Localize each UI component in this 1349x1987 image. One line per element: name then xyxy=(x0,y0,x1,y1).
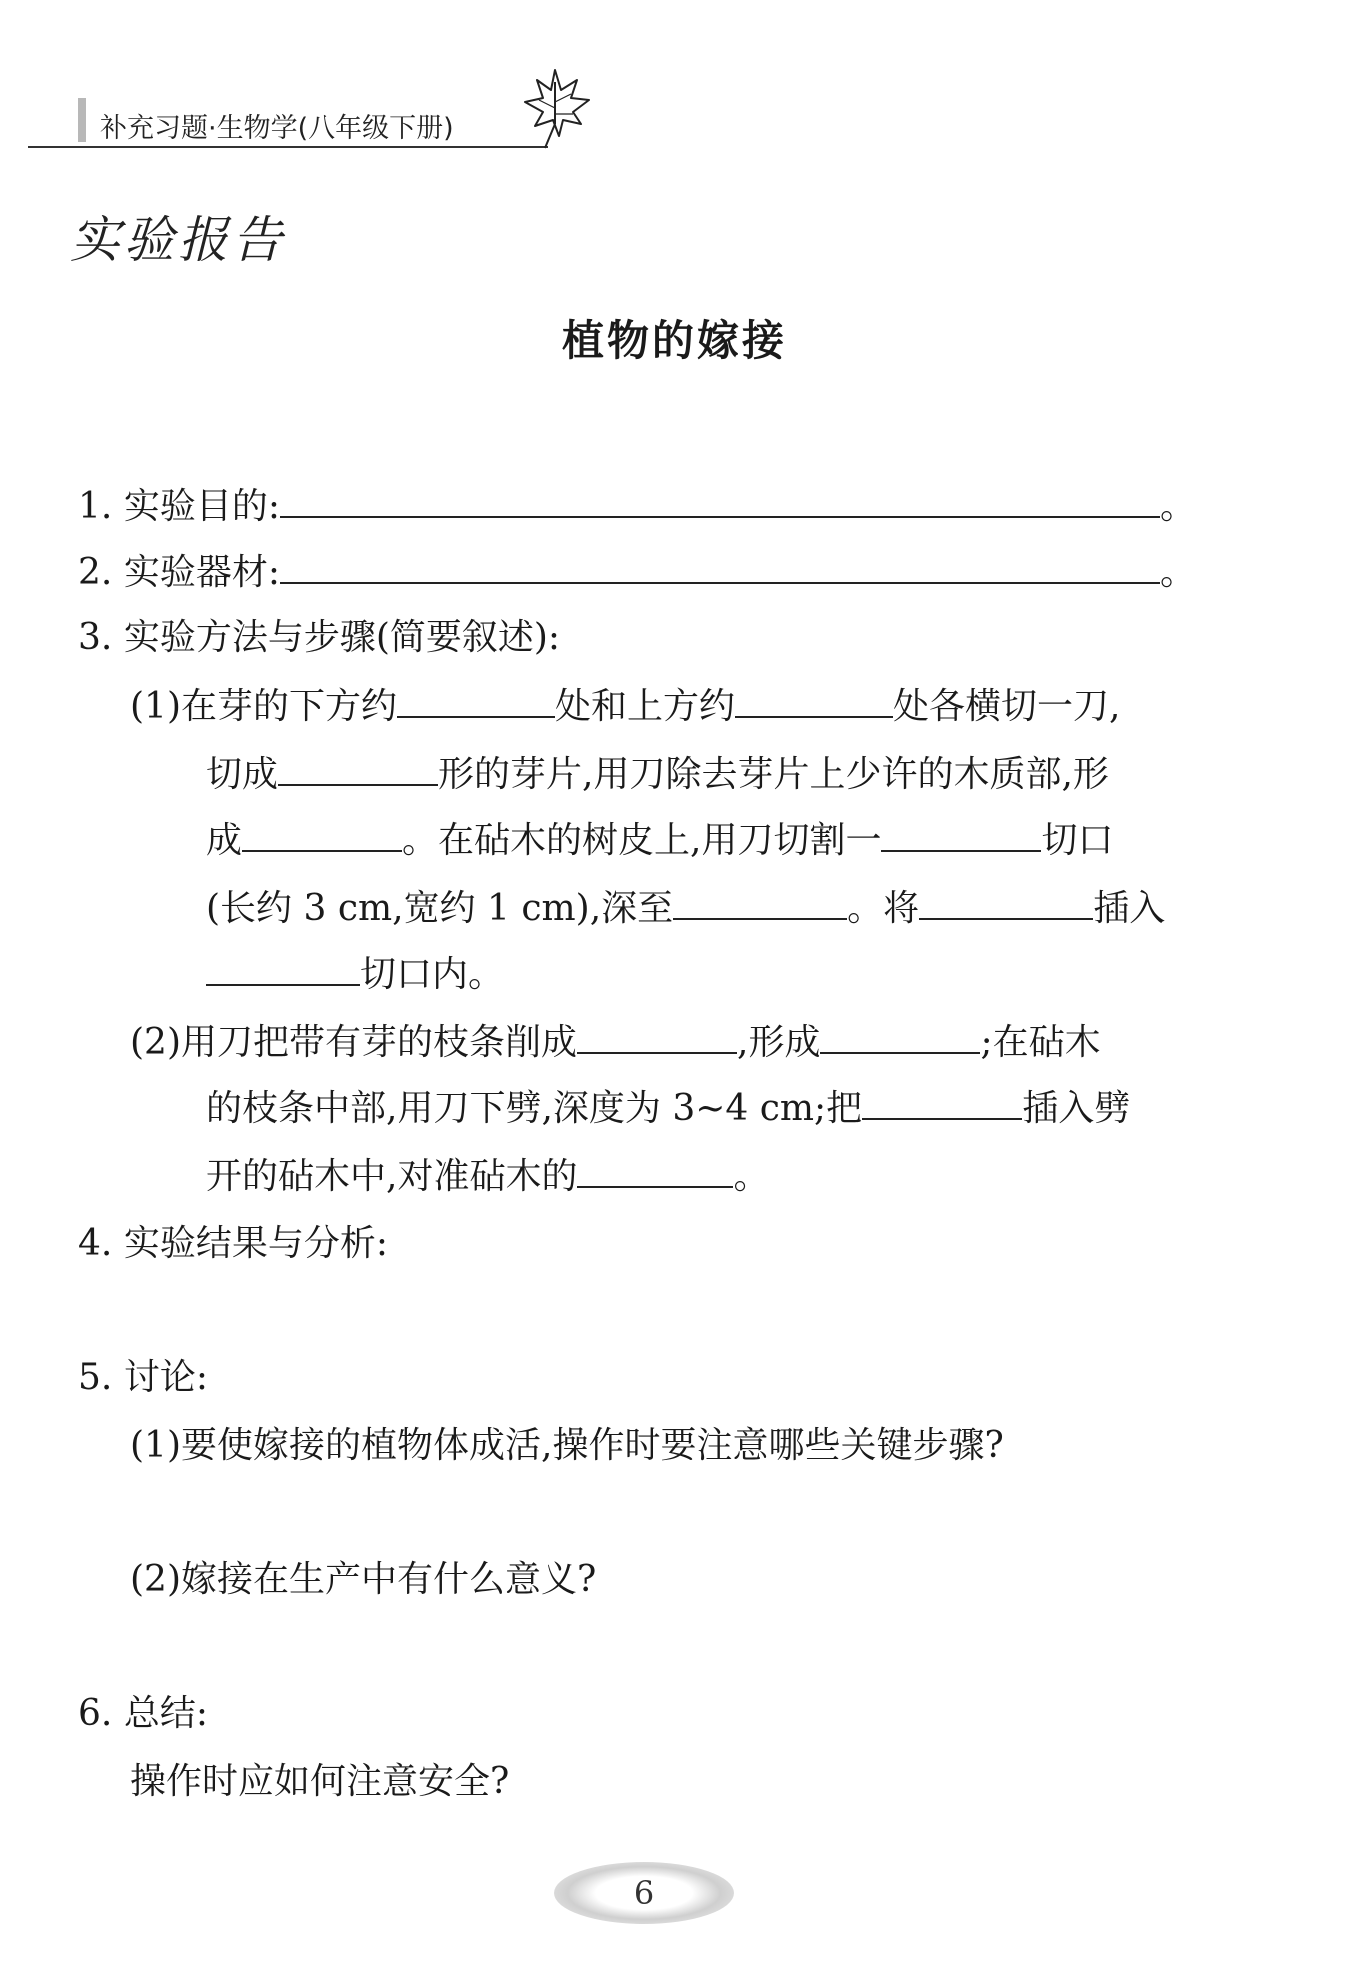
answer-blank[interactable] xyxy=(278,752,438,786)
answer-blank[interactable] xyxy=(280,484,1160,518)
answer-blank[interactable] xyxy=(919,886,1093,920)
item-3 xyxy=(78,616,560,660)
step-text: 在芽的下方约 xyxy=(181,686,398,727)
answer-blank[interactable] xyxy=(862,1086,1022,1120)
step-text: 。在砧木的树皮上,用刀切割一 xyxy=(402,820,882,861)
step-text: 切成 xyxy=(206,754,279,795)
step-text: 。将 xyxy=(847,888,920,929)
item-number: 1. xyxy=(78,486,113,527)
step-text: 成 xyxy=(206,820,243,861)
step-2-line-1 xyxy=(130,1020,1101,1065)
step-text: 切口 xyxy=(1041,820,1114,861)
item-4 xyxy=(78,1222,388,1266)
step-2-line-3 xyxy=(206,1154,769,1199)
step-text: ,形成 xyxy=(737,1022,821,1063)
item-number: 6. xyxy=(78,1693,113,1734)
discussion-question-2 xyxy=(130,1558,596,1602)
step-number: (2) xyxy=(130,1022,181,1063)
step-text: 。 xyxy=(733,1156,770,1197)
answer-blank[interactable] xyxy=(577,1020,737,1054)
answer-blank[interactable] xyxy=(820,1020,980,1054)
maple-leaf-icon xyxy=(515,62,595,152)
answer-blank[interactable] xyxy=(881,818,1041,852)
header-text: 补充习题·生物学(八年级下册) xyxy=(100,113,454,144)
page-header xyxy=(28,88,528,150)
item-end: 。 xyxy=(1159,486,1196,527)
step-text: 形的芽片,用刀除去芽片上少许的木质部,形 xyxy=(438,754,1109,795)
step-text: 插入 xyxy=(1093,888,1166,929)
item-number: 5. xyxy=(78,1357,113,1398)
section-title: 实验报告 xyxy=(70,211,286,269)
step-text: 处各横切一刀, xyxy=(893,686,1121,727)
question-text: 嫁接在生产中有什么意义? xyxy=(181,1559,597,1600)
step-1-line-2 xyxy=(206,752,1109,797)
question-number: (2) xyxy=(130,1559,181,1600)
item-end: 。 xyxy=(1159,552,1196,593)
answer-blank[interactable] xyxy=(673,886,847,920)
item-label: 实验结果与分析: xyxy=(123,1223,388,1264)
answer-blank[interactable] xyxy=(280,550,1160,584)
page-number: 6 xyxy=(633,1874,655,1912)
answer-blank[interactable] xyxy=(577,1154,733,1188)
step-text: 插入劈 xyxy=(1022,1088,1131,1129)
step-1-line-5 xyxy=(206,952,504,997)
step-text: 开的砧木中,对准砧木的 xyxy=(206,1156,578,1197)
step-text: (长约 3 cm,宽约 1 cm),深至 xyxy=(206,888,674,929)
page-number-badge xyxy=(554,1862,734,1924)
item-label: 实验目的: xyxy=(123,486,280,527)
step-text: 切口内。 xyxy=(360,954,505,995)
step-text: 用刀把带有芽的枝条削成 xyxy=(181,1022,578,1063)
item-1 xyxy=(78,484,1196,529)
item-number: 2. xyxy=(78,552,113,593)
item-label: 讨论: xyxy=(123,1357,208,1398)
item-label: 实验器材: xyxy=(123,552,280,593)
question-number: (1) xyxy=(130,1425,181,1466)
item-6 xyxy=(78,1692,208,1736)
step-1-line-4 xyxy=(206,886,1165,931)
step-2-line-2 xyxy=(206,1086,1130,1131)
header-bar xyxy=(78,98,86,142)
answer-blank[interactable] xyxy=(735,684,893,718)
item-2 xyxy=(78,550,1196,595)
step-1-line-3 xyxy=(206,818,1113,863)
summary-question: 操作时应如何注意安全? xyxy=(130,1761,510,1802)
step-1-line-1 xyxy=(130,684,1120,729)
item-label: 总结: xyxy=(123,1693,208,1734)
step-number: (1) xyxy=(130,686,181,727)
item-number: 3. xyxy=(78,617,113,658)
answer-blank[interactable] xyxy=(206,952,360,986)
item-5 xyxy=(78,1356,208,1400)
item-number: 4. xyxy=(78,1223,113,1264)
question-text: 要使嫁接的植物体成活,操作时要注意哪些关键步骤? xyxy=(181,1425,1004,1466)
step-text: 的枝条中部,用刀下劈,深度为 3~4 cm;把 xyxy=(206,1088,863,1129)
page-title: 植物的嫁接 xyxy=(561,316,787,365)
discussion-question-1 xyxy=(130,1424,1004,1468)
step-text: ;在砧木 xyxy=(980,1022,1101,1063)
step-text: 处和上方约 xyxy=(555,686,736,727)
header-rule xyxy=(28,146,548,148)
item-label: 实验方法与步骤(简要叙述): xyxy=(123,617,561,658)
answer-blank[interactable] xyxy=(397,684,555,718)
answer-blank[interactable] xyxy=(242,818,402,852)
